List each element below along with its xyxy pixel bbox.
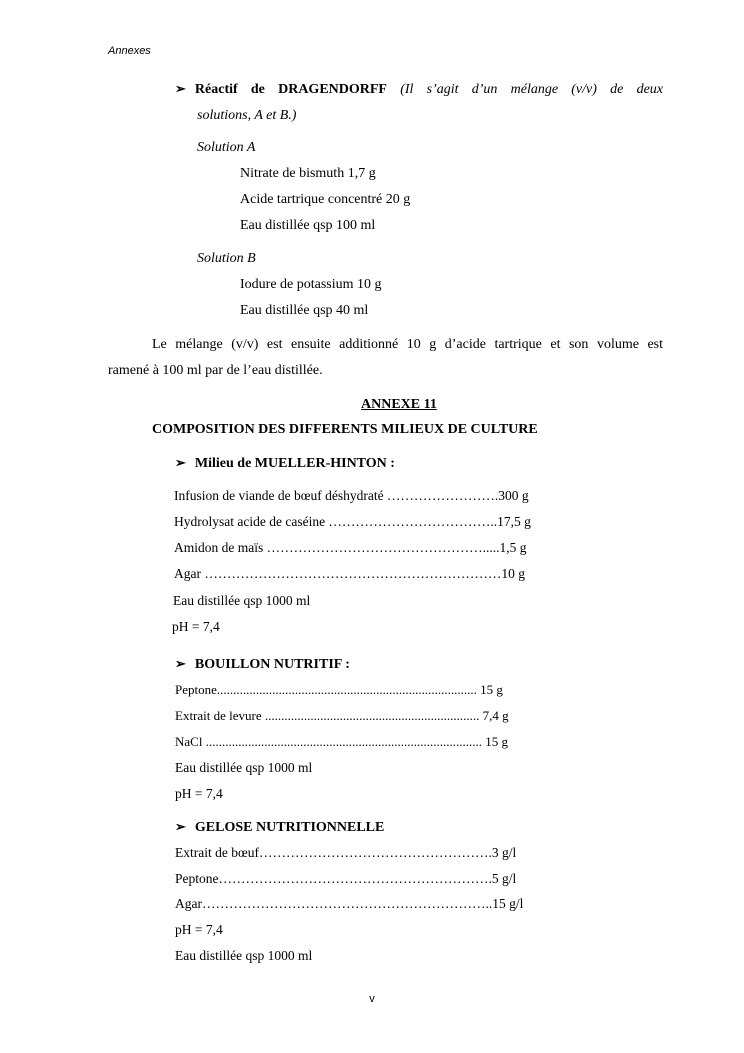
solution-b-label: Solution B — [197, 251, 256, 266]
annexe-title: ANNEXE 11 — [361, 397, 437, 412]
gelose-line: Peptone…………………………………………………….5 g/l — [175, 871, 517, 886]
gelose-line: Agar………………………………………………………..15 g/l — [175, 896, 524, 911]
bouillon-line: pH = 7,4 — [175, 786, 223, 801]
gelose-line: Extrait de bœuf…………………………………………….3 g/l — [175, 845, 517, 860]
solution-a-item: Acide tartrique concentré 20 g — [240, 192, 411, 207]
mueller-hinton-line: Infusion de viande de bœuf déshydraté …………………….300 g — [174, 488, 529, 503]
mueller-hinton-line: Agar …………………………………………………………10 g — [174, 566, 525, 581]
gelose-line: Eau distillée qsp 1000 ml — [175, 948, 313, 963]
solution-b-item: Eau distillée qsp 40 ml — [240, 303, 369, 318]
dragendorff-note-cont: solutions, A et B.) — [197, 108, 297, 123]
paragraph-line: Le mélange (v/v) est ensuite additionné 10 g d’acide tartrique et son volume est — [152, 337, 663, 352]
mueller-hinton-line: Amidon de maïs ………………………………………….....1,5 g — [174, 540, 527, 555]
mueller-hinton-line: Hydrolysat acide de caséine ………………………………..17,5 g — [174, 514, 531, 529]
dragendorff-title: Réactif de DRAGENDORFF — [194, 82, 387, 97]
mueller-hinton-line: pH = 7,4 — [172, 619, 220, 634]
bullet-arrow-icon: ➢ — [175, 81, 186, 96]
gelose-title: GELOSE NUTRITIONNELLE — [194, 820, 385, 835]
bullet-arrow-icon: ➢ — [175, 819, 186, 834]
dragendorff-heading — [175, 81, 663, 98]
page-header: Annexes — [108, 45, 151, 57]
bullet-arrow-icon: ➢ — [175, 656, 186, 671]
paragraph-line: ramené à 100 ml par de l’eau distillée. — [108, 363, 323, 378]
page-number: v — [369, 993, 375, 1005]
bouillon-heading — [175, 656, 350, 673]
bouillon-line: Eau distillée qsp 1000 ml — [175, 760, 313, 775]
bouillon-line: Extrait de levure .................................................................. 7,4 g — [175, 708, 509, 723]
gelose-line: pH = 7,4 — [175, 922, 223, 937]
bouillon-title: BOUILLON NUTRITIF : — [194, 657, 350, 672]
gelose-heading — [175, 819, 384, 836]
bouillon-line: NaCl ..................................................................................... 15 g — [175, 734, 508, 749]
annexe-subtitle: COMPOSITION DES DIFFERENTS MILIEUX DE CULTURE — [152, 422, 538, 437]
mueller-hinton-line: Eau distillée qsp 1000 ml — [173, 593, 311, 608]
solution-a-item: Nitrate de bismuth 1,7 g — [240, 166, 376, 181]
solution-a-label: Solution A — [197, 140, 256, 155]
bouillon-line: Peptone................................................................................ 15 g — [175, 682, 503, 697]
solution-b-item: Iodure de potassium 10 g — [240, 277, 382, 292]
bullet-arrow-icon: ➢ — [175, 455, 186, 470]
solution-a-item: Eau distillée qsp 100 ml — [240, 218, 376, 233]
mueller-hinton-title: Milieu de MUELLER-HINTON : — [194, 456, 395, 471]
mueller-hinton-heading — [175, 455, 395, 472]
dragendorff-note: (Il s’agit d’un mélange (v/v) de deux — [400, 82, 663, 97]
